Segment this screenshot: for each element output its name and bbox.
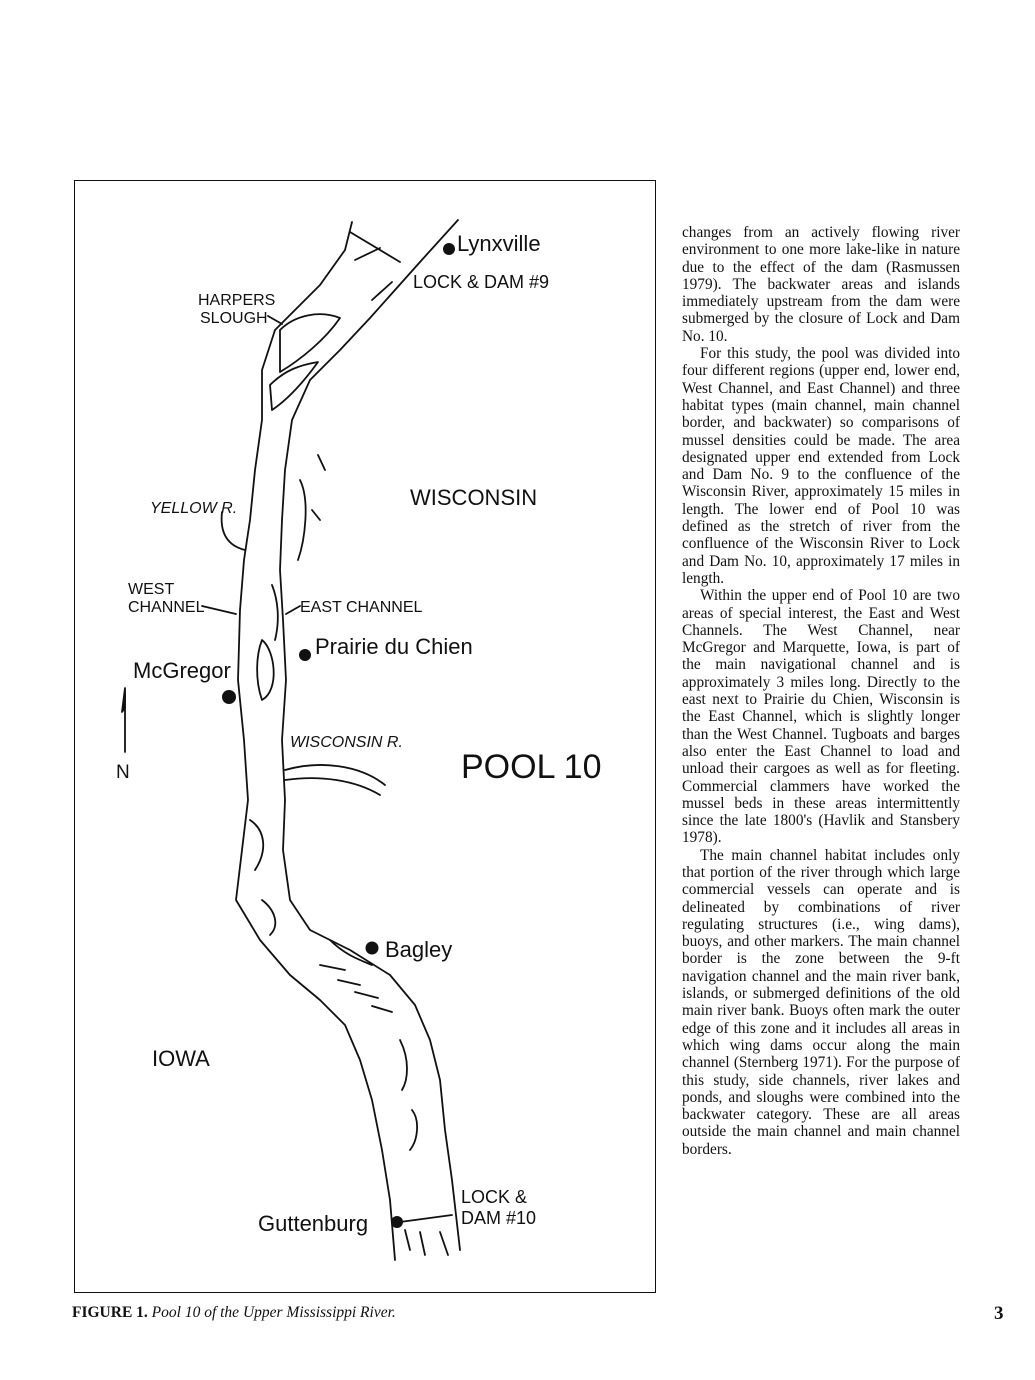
mcgregor-dot	[222, 690, 236, 704]
lock10-label-2: DAM #10	[461, 1208, 537, 1228]
page-number: 3	[994, 1303, 1004, 1324]
bagley-label: Bagley	[385, 937, 453, 962]
north-arrow-head	[122, 688, 125, 712]
wisconsin-river-mouth	[285, 765, 385, 795]
harpers-label-1: HARPERS	[198, 292, 276, 309]
lynxville-label: Lynxville	[457, 231, 541, 256]
lock-dam-9-line	[350, 232, 400, 262]
north-label: N	[116, 762, 130, 783]
prairie-label: Prairie du Chien	[315, 634, 473, 659]
harpers-slough-leader	[268, 316, 282, 324]
wisconsin-river-label: WISCONSIN R.	[290, 734, 403, 751]
prairie-dot	[299, 649, 311, 661]
west-channel-label-2: CHANNEL	[128, 599, 205, 616]
yellow-river-leader	[222, 512, 245, 550]
west-channel-label-1: WEST	[128, 581, 175, 598]
wisconsin-label: WISCONSIN	[410, 485, 538, 510]
paragraph-1: changes from an actively flowing river environment to one more lake-like in nature due to the effect of the dam (Rasmussen 1979). The backwater areas and islands immediately upstream from the dam were submerged by the closure of Lock and Dam No. 10.	[682, 224, 960, 345]
caption-text: Pool 10 of the Upper Mississippi River.	[151, 1304, 396, 1321]
guttenburg-dot	[391, 1216, 403, 1228]
caption-number: FIGURE 1.	[72, 1304, 148, 1321]
paragraph-2: For this study, the pool was divided into four different regions (upper end, lower end, West Channel, and East Channel) and three habitat types (main channel, main channel border, and backwater) so comparisons of mussel densities could be made. The area designated upper end extended from Lock and Dam No. 9 to the confluence of the Wisconsin River, approximately 15 miles in length. The lower end of Pool 10 was defined as the stretch of river from the confluence of the Wisconsin River to Lock and Dam No. 10, approximately 17 miles in length.	[682, 345, 960, 587]
paragraph-3: Within the upper end of Pool 10 are two areas of special interest, the East and West Channels. The West Channel, near McGregor and Marquette, Iowa, is part of the main navigational channel and is approximately 3 miles long. Directly to the east next to Prairie du Chien, Wisconsin is the East Channel, which is slightly longer than the West Channel. Tugboats and barges also enter the East Channel to load and unload their cargoes as well as for fleeting. Commercial clammers have worked the mussel beds in these areas intermittently since the late 1800's (Havlik and Stansbery 1978).	[682, 587, 960, 847]
body-text-column	[682, 224, 960, 1158]
lock-dam-10-line	[400, 1215, 452, 1222]
bagley-dot	[366, 942, 379, 955]
harpers-label-2: SLOUGH	[200, 310, 268, 327]
east-channel-leader	[286, 606, 300, 614]
pool-label: POOL 10	[461, 748, 602, 786]
west-channel-leader	[202, 606, 236, 614]
lynxville-dot	[443, 243, 455, 255]
lock10-label-1: LOCK &	[461, 1187, 528, 1207]
figure-caption	[72, 1304, 672, 1322]
lock9-label: LOCK & DAM #9	[413, 272, 550, 292]
paragraph-4: The main channel habitat includes only that portion of the river through which large commercial vessels can operate and is delineated by combinations of river regulating structures (i.e., wing dams), buoys, and other markers. The main channel border is the zone between the 9-ft navigation channel and the main river bank, islands, or submerged definitions of the old main river bank. Buoys often mark the outer edge of this zone and it includes all areas in which wing dams occur along the main channel (Sternberg 1971). For the purpose of this study, side channels, river lakes and ponds, and sloughs were combined into the backwater category. These are all areas outside the main channel and main channel borders.	[682, 846, 960, 1158]
iowa-label: IOWA	[152, 1046, 210, 1071]
mcgregor-label: McGregor	[133, 658, 231, 683]
east-channel-label: EAST CHANNEL	[300, 599, 423, 616]
guttenburg-label: Guttenburg	[258, 1211, 369, 1236]
yellow-river-label: YELLOW R.	[150, 500, 238, 517]
